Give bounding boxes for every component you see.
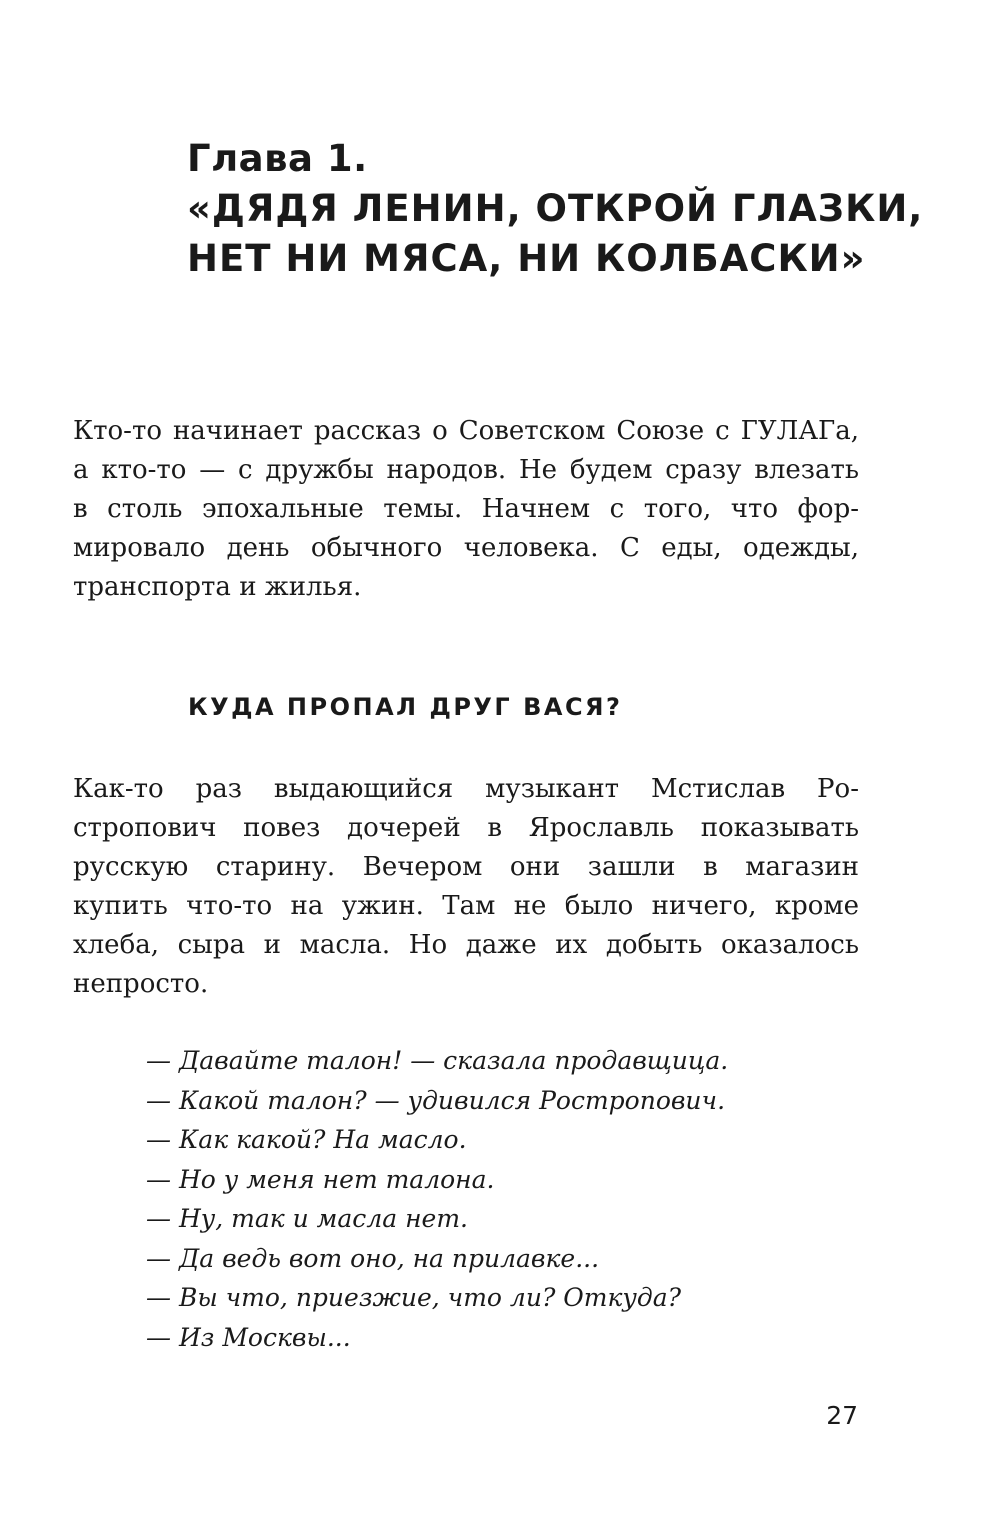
dialogue-line: — Какой талон? — удивился Ростропович. [146,1085,726,1115]
intro-line: Кто-то начинает рассказ о Советском Союзе с ГУЛАГа, [73,416,859,446]
story-line: русскую старину. Вечером они зашли в магазин [73,852,859,882]
dialogue-line: — Ну, так и масла нет. [146,1204,468,1233]
section-heading: КУДА ПРОПАЛ ДРУГ ВАСЯ? [188,693,623,721]
chapter-title-line-1: «ДЯДЯ ЛЕНИН, ОТКРОЙ ГЛАЗКИ, [187,187,924,230]
dialogue-line: — Давайте талон! — сказала продавщица. [146,1046,729,1075]
dialogue-line: — Да ведь вот оно, на прилавке... [146,1243,600,1273]
chapter-heading [187,134,924,284]
dialogue-line: — Как какой? На масло. [146,1125,467,1154]
intro-line: а кто-то — с дружбы народов. Не будем сразу влезать [73,455,859,485]
dialogue-line: — Но у меня нет талона. [146,1164,495,1194]
dialogue-line: — Из Москвы... [146,1322,351,1352]
dialogue-block [146,1041,846,1357]
chapter-title-line-2: НЕТ НИ МЯСА, НИ КОЛБАСКИ» [187,237,866,280]
intro-line: в столь эпохальные темы. Начнем с того, что фор- [73,494,859,524]
story-line: хлеба, сыра и масла. Но даже их добыть оказалось [73,930,859,960]
dialogue-line: — Вы что, приезжие, что ли? Откуда? [146,1283,682,1312]
intro-paragraph [73,412,859,607]
story-line: непросто. [73,969,209,999]
intro-line: транспорта и жилья. [73,572,362,602]
story-line: купить что-то на ужин. Там не было ничего, кроме [73,891,859,921]
story-line: стропович повез дочерей в Ярославль показывать [73,813,859,843]
page-number: 27 [826,1401,858,1430]
chapter-label: Глава 1. [187,137,368,180]
intro-line: мировало день обычного человека. С еды, одежды, [73,533,859,563]
story-paragraph [73,770,859,1004]
story-line: Как-то раз выдающийся музыкант Мстислав Ро- [73,774,859,804]
